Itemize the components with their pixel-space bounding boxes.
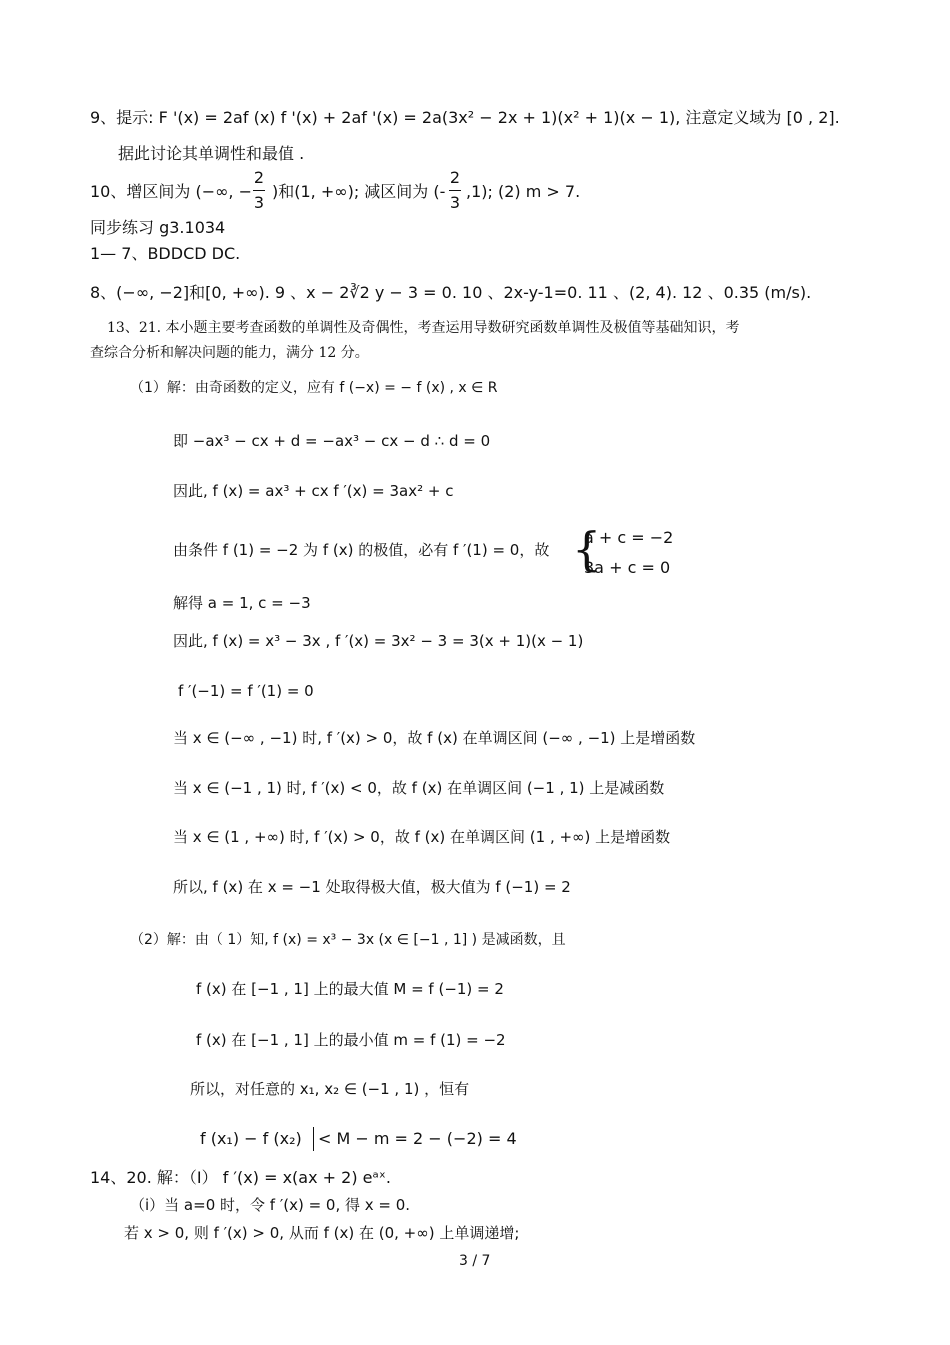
- hint-9: 9、提示: F '(x) = 2af (x) f '(x) + 2af '(x) = 2a(3x² − 2x + 1)(x² + 1)(x − 1), 注意定义域为 [0 , 2].: [90, 108, 840, 127]
- answers-1-7: 1— 7、BDDCD DC.: [90, 244, 241, 263]
- fraction-two-thirds-1: [253, 170, 265, 211]
- solution-1-line8: 当 x ∈ (−∞ , −1) 时, f ′(x) > 0，故 f (x) 在单调区间 (−∞ , −1) 上是增函数: [173, 729, 696, 747]
- solution-2-line2: f (x) 在 [−1 , 1] 上的最大值 M = f (−1) = 2: [196, 980, 504, 998]
- answer-10-part2: )和(1, +∞); 减区间为 (-: [272, 182, 446, 201]
- page-number: 3 / 7: [459, 1253, 491, 1269]
- absolute-value-bar: [313, 1127, 314, 1151]
- system-brace: {: [572, 522, 602, 576]
- fraction-bar: [449, 190, 461, 191]
- answer-10-part1: 10、增区间为 (−∞, −: [90, 182, 253, 201]
- solution-2-line3: f (x) 在 [−1 , 1] 上的最小值 m = f (1) = −2: [196, 1031, 506, 1049]
- solution-1-line5: 解得 a = 1, c = −3: [173, 594, 311, 612]
- solution-2-line5a: f (x₁) − f (x₂): [200, 1129, 302, 1148]
- system-eq-1: a + c = −2: [584, 528, 674, 547]
- fraction-bar: [253, 190, 265, 191]
- solution-1-line4: 由条件 f (1) = −2 为 f (x) 的极值，必有 f ′(1) = 0，故: [173, 541, 550, 559]
- solution-1-line3: 因此, f (x) = ax³ + cx f ′(x) = 3ax² + c: [173, 482, 454, 500]
- solution-2-line4: 所以，对任意的 x₁, x₂ ∈ (−1 , 1) ，恒有: [190, 1080, 470, 1098]
- problem-14-start: 14、20. 解：（Ⅰ） f ′(x) = x(ax + 2) eᵃˣ.: [90, 1168, 391, 1187]
- solution-2-line5b: < M − m = 2 − (−2) = 4: [318, 1129, 517, 1148]
- fraction-two-thirds-2: [449, 170, 461, 211]
- fraction-denominator: 3: [449, 193, 461, 212]
- system-eq-2: 3a + c = 0: [584, 558, 671, 577]
- fraction-numerator: 2: [449, 168, 461, 187]
- fraction-denominator: 3: [253, 193, 265, 212]
- solution-1-line9: 当 x ∈ (−1 , 1) 时, f ′(x) < 0，故 f (x) 在单调区间 (−1 , 1) 上是减函数: [173, 779, 665, 797]
- hint-9-continued: 据此讨论其单调性和最值 .: [118, 144, 305, 163]
- solution-1-line11: 所以, f (x) 在 x = −1 处取得极大值，极大值为 f (−1) = 2: [173, 878, 571, 896]
- problem-14-line2: （i）当 a=0 时，令 f ′(x) = 0, 得 x = 0.: [130, 1196, 411, 1214]
- fraction-numerator: 2: [253, 168, 265, 187]
- solution-1-line10: 当 x ∈ (1 , +∞) 时, f ′(x) > 0，故 f (x) 在单调区间 (1 , +∞) 上是增函数: [173, 828, 671, 846]
- solution-1-start: （1）解：由奇函数的定义，应有 f (−x) = − f (x) , x ∈ R: [130, 380, 498, 396]
- solution-1-line7: f ′(−1) = f ′(1) = 0: [178, 682, 314, 700]
- answer-10-part3: ,1); (2) m > 7.: [466, 182, 581, 201]
- solution-1-line2: 即 −ax³ − cx + d = −ax³ − cx − d ∴ d = 0: [173, 432, 491, 450]
- problem-13-intro: 13、21. 本小题主要考查函数的单调性及奇偶性，考查运用导数研究函数单调性及极值等基础知识，考: [107, 320, 740, 336]
- solution-2-start: （2）解：由（ 1）知, f (x) = x³ − 3x (x ∈ [−1 , 1] ) 是减函数，且: [130, 932, 566, 948]
- answers-8-12: 8、(−∞, −2]和[0, +∞). 9 、x − 2∛2 y − 3 = 0. 10 、2x-y-1=0. 11 、(2, 4). 12 、0.35 (m/s).: [90, 283, 812, 302]
- section-title: 同步练习 g3.1034: [90, 218, 226, 237]
- problem-14-line3: 若 x > 0, 则 f ′(x) > 0, 从而 f (x) 在 (0, +∞) 上单调递增;: [124, 1224, 520, 1242]
- problem-13-intro-cont: 查综合分析和解决问题的能力，满分 12 分。: [90, 345, 369, 361]
- solution-1-line6: 因此, f (x) = x³ − 3x , f ′(x) = 3x² − 3 = 3(x + 1)(x − 1): [173, 632, 584, 650]
